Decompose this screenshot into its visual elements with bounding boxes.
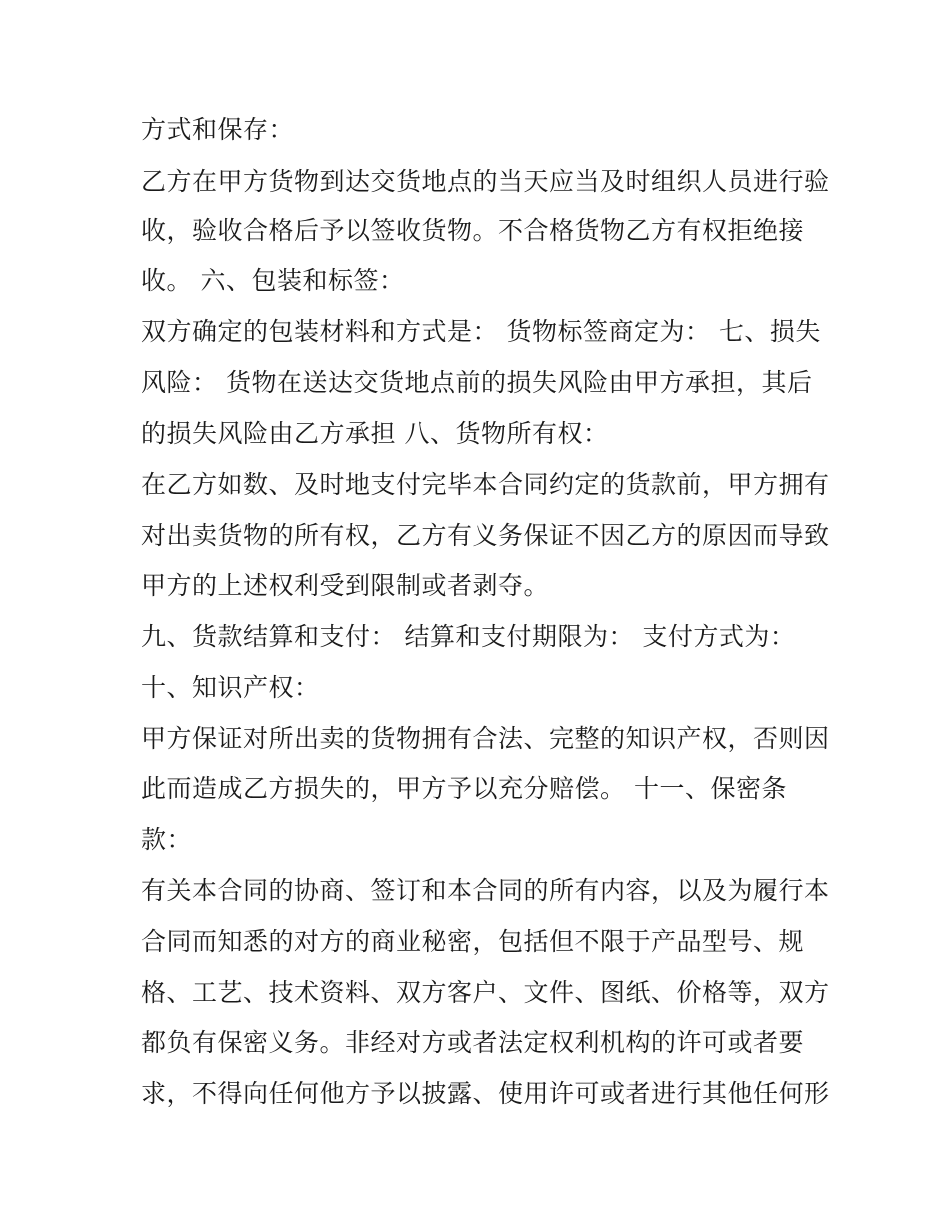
text-line: 有关本合同的协商、签订和本合同的所有内容，以及为履行本 bbox=[141, 876, 830, 905]
text-line: 收。 六、包装和标签： bbox=[141, 266, 405, 295]
text-line: 风险： 货物在送达交货地点前的损失风险由甲方承担，其后 bbox=[141, 368, 813, 397]
text-line: 求，不得向任何他方予以披露、使用许可或者进行其他任何形 bbox=[141, 1079, 830, 1108]
text-line: 在乙方如数、及时地支付完毕本合同约定的货款前，甲方拥有 bbox=[141, 470, 830, 499]
text-line: 九、货款结算和支付： 结算和支付期限为： 支付方式为： bbox=[141, 622, 796, 651]
text-line: 甲方的上述权利受到限制或者剥夺。 bbox=[141, 571, 550, 600]
text-line: 甲方保证对所出卖的货物拥有合法、完整的知识产权，否则因 bbox=[141, 724, 830, 753]
text-line: 双方确定的包装材料和方式是： 货物标签商定为： 七、损失 bbox=[141, 317, 821, 346]
text-line: 十、知识产权： bbox=[141, 673, 320, 702]
text-line: 方式和保存： bbox=[141, 115, 295, 144]
text-line: 此而造成乙方损失的，甲方予以充分赔偿。 十一、保密条 bbox=[141, 774, 787, 803]
text-line: 合同而知悉的对方的商业秘密，包括但不限于产品型号、规 bbox=[141, 927, 805, 956]
text-line: 都负有保密义务。非经对方或者法定权利机构的许可或者要 bbox=[141, 1028, 805, 1057]
text-line: 款： bbox=[141, 825, 193, 854]
text-line: 乙方在甲方货物到达交货地点的当天应当及时组织人员进行验 bbox=[141, 167, 830, 196]
text-line: 格、工艺、技术资料、双方客户、文件、图纸、价格等，双方 bbox=[141, 978, 830, 1007]
text-line: 的损失风险由乙方承担 八、货物所有权： bbox=[141, 419, 609, 448]
text-line: 收，验收合格后予以签收货物。不合格货物乙方有权拒绝接 bbox=[141, 216, 805, 245]
text-line: 对出卖货物的所有权，乙方有义务保证不因乙方的原因而导致 bbox=[141, 521, 830, 550]
